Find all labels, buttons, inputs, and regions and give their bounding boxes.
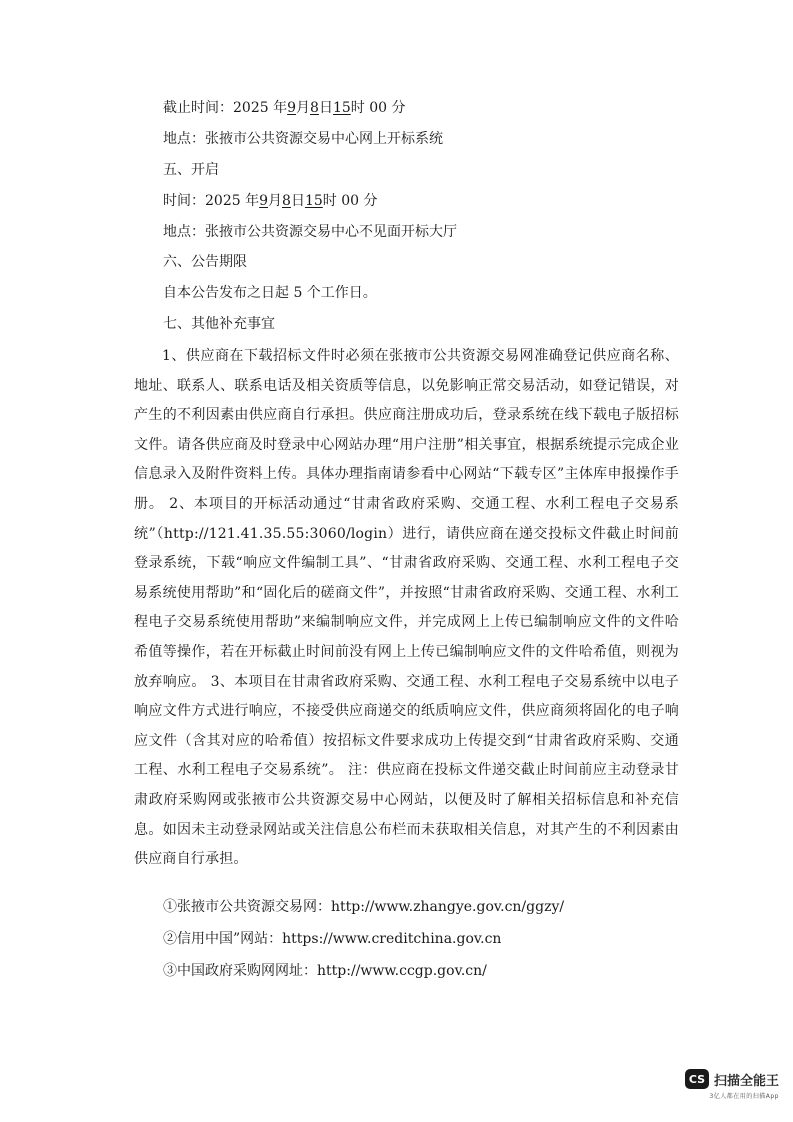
section-5-heading: 五、开启 (163, 162, 219, 178)
link-creditchina[interactable]: ②信用中国”网站：https://www.creditchina.gov.cn (163, 931, 502, 947)
section-6-heading: 六、公告期限 (163, 254, 247, 270)
deadline-month: 9 (287, 100, 297, 116)
opening-time (163, 191, 377, 211)
opening-prefix: 时间：2025 年 (163, 193, 260, 209)
deadline-day: 8 (310, 100, 319, 116)
camscanner-logo-icon: CS (685, 1069, 709, 1089)
deadline-place: 地点：张掖市公共资源交易中心网上开标系统 (163, 131, 443, 147)
section-7-heading: 七、其他补充事宜 (163, 316, 275, 332)
opening-tail: 时 00 分 (322, 193, 378, 209)
deadline-hour: 15 (332, 100, 351, 116)
link-zhangye-ggzy[interactable]: ①张掖市公共资源交易网：http://www.zhangye.gov.cn/ggzy/ (163, 899, 565, 915)
deadline-month-unit: 月 (296, 100, 311, 116)
opening-day-unit: 日 (290, 193, 305, 209)
opening-month: 9 (259, 193, 269, 209)
link-ccgp[interactable]: ③中国政府采购网网址：http://www.ccgp.gov.cn/ (163, 963, 487, 979)
opening-hour: 15 (304, 193, 323, 209)
opening-day: 8 (282, 193, 291, 209)
opening-place: 地点：张掖市公共资源交易中心不见面开标大厅 (163, 224, 457, 240)
section-7-body (134, 342, 679, 875)
deadline-prefix: 截止时间：2025 年 (163, 100, 288, 116)
section-6-text: 自本公告发布之日起 5 个工作日。 (163, 285, 377, 301)
watermark-tagline: 3亿人都在用的扫描App (709, 1093, 779, 1100)
deadline-time (163, 98, 405, 118)
camscanner-watermark (685, 1069, 779, 1100)
deadline-day-unit: 日 (318, 100, 333, 116)
section-7-body-text: 1、供应商在下载招标文件时必须在张掖市公共资源交易网准确登记供应商名称、地址、联系人、联系电话及相关资质等信息，以免影响正常交易活动，如登记错误，对产生的不利因素由供应商自行承担。供应商注册成功后，登录系统在线下载电子版招标文件。请各供应商及时登录中心网站办理“用户注册”相关事宜，根据系统提示完成企业信息录入及附件资料上传。具体办理指南请参看中心网站“下载专区”主体库申报操作手册。 2、本项目的开标活动通过“甘肃省政府采购、交通工程、水利工程电子交易系统”（http://121.41.35.55:3060/login）进行，请供应商在递交投标文件截止时间前登录系统，下载“响应文件编制工具”、“甘肃省政府采购、交通工程、水利工程电子交易系统使用帮助”和“固化后的磋商文件”，并按照“甘肃省政府采购、交通工程、水利工程电子交易系统使用帮助”来编制响应文件，并完成网上上传已编制响应文件的文件哈希值等操作，若在开标截止时间前没有网上上传已编制响应文件的文件哈希值，则视为放弃响应。 3、本项目在甘肃省政府采购、交通工程、水利工程电子交易系统中以电子响应文件方式进行响应，不接受供应商递交的纸质响应文件，供应商须将固化的电子响应文件（含其对应的哈希值）按招标文件要求成功上传提交到“甘肃省政府采购、交通工程、水利工程电子交易系统”。 注：供应商在投标文件递交截止时间前应主动登录甘肃政府采购网或张掖市公共资源交易中心网站，以便及时了解相关招标信息和补充信息。如因未主动登录网站或关注信息公布栏而未获取相关信息，对其产生的不利因素由供应商自行承担。 (134, 348, 679, 868)
deadline-tail: 时 00 分 (350, 100, 406, 116)
opening-month-unit: 月 (268, 193, 283, 209)
watermark-name: 扫描全能王 (713, 1073, 779, 1089)
